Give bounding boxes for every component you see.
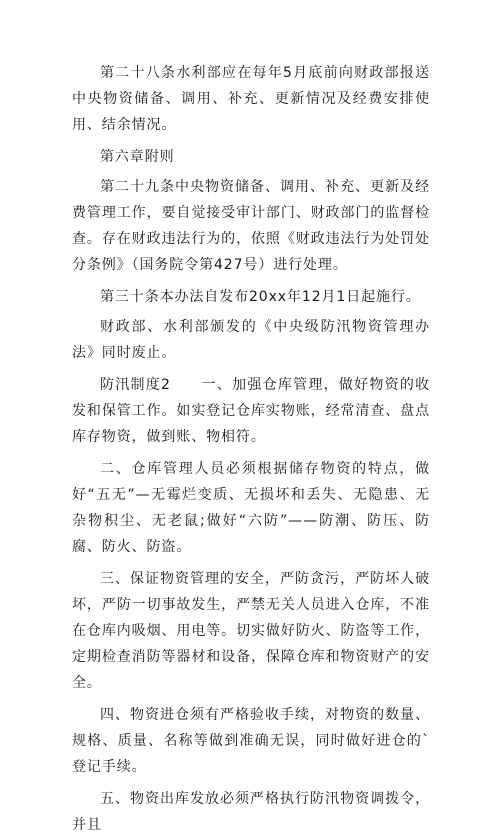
paragraph-rule-5: 五、物资出库发放必须严格执行防汛物资调拨令，并且 bbox=[72, 791, 430, 833]
paragraph-repeal: 财政部、水利部颁发的《中央级防汛物资管理办法》同时废止。 bbox=[72, 319, 430, 361]
chapter-heading: 第六章附则 bbox=[100, 149, 175, 165]
paragraph-rule-1: 防汛制度2 一、加强仓库管理，做好物资的收发和保管工作。如实登记仓库实物账，经常清查、盘点库存物资，做到账、物相符。 bbox=[72, 377, 430, 445]
paragraph-article-30: 第三十条本办法自发布20xx年12月1日起施行。 bbox=[100, 289, 421, 305]
paragraph-rule-4: 四、物资进仓须有严格验收手续，对物资的数量、规格、质量、名称等做到准确无误，同时做好进仓的`登记手续。 bbox=[72, 707, 430, 775]
paragraph-article-29: 第二十九条中央物资储备、调用、补充、更新及经费管理工作，要自觉接受审计部门、财政部门的监督检查。存在财政违法行为的，依照《财政违法行为处罚处分条例》（国务院令第427号）进行处理。 bbox=[72, 179, 430, 273]
paragraph-rule-3: 三、保证物资管理的安全，严防贪污，严防坏人破坏，严防一切事故发生，严禁无关人员进入仓库，不准在仓库内吸烟、用电等。切实做好防火、防盗等工作，定期检查消防等器材和设备，保障仓库和物资财产的安全。 bbox=[72, 571, 430, 691]
paragraph-article-28: 第二十八条水利部应在每年5月底前向财政部报送中央物资储备、调用、补充、更新情况及经费安排使用、结余情况。 bbox=[72, 65, 430, 133]
paragraph-rule-2: 二、仓库管理人员必须根据储存物资的特点，做好“五无”—无霉烂变质、无损坏和丢失、无隐患、无杂物积尘、无老鼠;做好“六防”——防潮、防压、防腐、防火、防盗。 bbox=[72, 461, 430, 555]
